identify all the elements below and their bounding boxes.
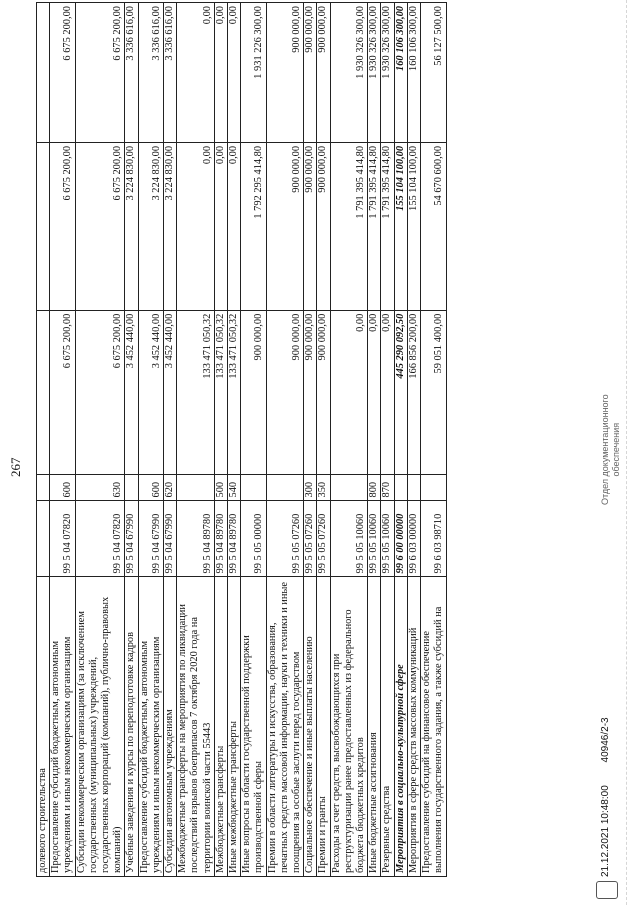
row-amount-1: 0,00 [381, 310, 394, 475]
table-row [368, 3, 381, 877]
row-amount-3 [37, 3, 50, 143]
row-amount-2: 0,00 [228, 142, 241, 310]
row-name: Субсидии автономным учреждениям [164, 577, 177, 877]
row-code: 99 5 05 07260 [266, 501, 304, 577]
row-vr: 600 [138, 475, 163, 501]
table-row [228, 3, 241, 877]
row-amount-3: 1 930 326 300,00 [368, 3, 381, 143]
row-amount-3: 0,00 [177, 3, 215, 143]
row-vr: 500 [214, 475, 227, 501]
row-code: 99 5 05 10060 [330, 501, 368, 577]
row-amount-3: 900 000,00 [304, 3, 317, 143]
row-code: 99 5 04 07820 [50, 501, 75, 577]
row-amount-2: 1 791 395 414,80 [330, 142, 368, 310]
row-amount-1: 133 471 050,32 [177, 310, 215, 475]
row-name: Мероприятия в социально-культурной сфере [394, 577, 407, 877]
row-name: Расходы за счет средств, высвобождающихся при реструктуризации ранее предоставленных из федерального бюджета бюджетных кредитов [330, 577, 368, 877]
row-code: 99 5 04 89780 [214, 501, 227, 577]
row-name: Мероприятия в сфере средств массовых коммуникаций [407, 577, 420, 877]
emblem-icon [596, 881, 618, 899]
row-amount-2: 3 224 830,00 [138, 142, 163, 310]
row-amount-3: 0,00 [214, 3, 227, 143]
row-name: долевого строительства [37, 577, 50, 877]
footer [600, 697, 611, 877]
row-amount-3: 160 106 300,00 [407, 3, 420, 143]
row-vr: 600 [50, 475, 75, 501]
page-number: 267 [8, 457, 23, 477]
row-vr: 630 [75, 475, 125, 501]
row-code: 99 5 05 00000 [241, 501, 266, 577]
row-amount-2: 1 792 295 414,80 [241, 142, 266, 310]
row-amount-2: 0,00 [214, 142, 227, 310]
row-name: Премии в области литературы и искусства, образования, печатных средств массовой информации, науки и техники и иные поощрения за особые заслуги перед государством [266, 577, 304, 877]
row-vr [37, 475, 50, 501]
stamp-line-2: обеспечения [611, 422, 621, 477]
scan-edge [626, 0, 637, 905]
row-code: 99 6 00 00000 [394, 501, 407, 577]
row-name: Субсидии некоммерческим организациям (за исключением государственных (муниципальных) учреждений, государственных корпораций (компаний), публично-правовых компаний) [75, 577, 125, 877]
row-amount-3: 6 675 200,00 [75, 3, 125, 143]
row-amount-2: 900 000,00 [317, 142, 330, 310]
row-code: 99 5 04 67990 [164, 501, 177, 577]
row-amount-3: 900 000,00 [266, 3, 304, 143]
row-amount-3: 1 930 326 300,00 [330, 3, 368, 143]
row-code: 99 5 05 10060 [368, 501, 381, 577]
row-amount-1: 445 290 092,50 [394, 310, 407, 475]
row-name: Социальное обеспечение и иные выплаты населению [304, 577, 317, 877]
row-name: Межбюджетные трансферты [214, 577, 227, 877]
row-name: Предоставление субсидий бюджетным, автономным учреждениям и иным некоммерческим организациям [138, 577, 163, 877]
table-row [164, 3, 177, 877]
row-amount-2: 1 791 395 414,80 [381, 142, 394, 310]
row-amount-1: 3 452 440,00 [138, 310, 163, 475]
row-vr [266, 475, 304, 501]
row-name: Резервные средства [381, 577, 394, 877]
row-amount-1: 59 051 400,00 [421, 310, 446, 475]
row-amount-3: 1 930 326 300,00 [381, 3, 394, 143]
row-code: 99 6 03 98710 [421, 501, 446, 577]
table-row [177, 3, 215, 877]
row-amount-2: 155 104 100,00 [394, 142, 407, 310]
row-amount-2: 54 670 600,00 [421, 142, 446, 310]
row-amount-1: 900 000,00 [304, 310, 317, 475]
row-code: 99 5 05 10060 [381, 501, 394, 577]
row-amount-2: 0,00 [177, 142, 215, 310]
row-code: 99 5 04 67990 [125, 501, 138, 577]
row-code: 99 5 04 89780 [177, 501, 215, 577]
row-vr: 350 [317, 475, 330, 501]
table-row [75, 3, 125, 877]
table-row [330, 3, 368, 877]
row-code: 99 6 03 00000 [407, 501, 420, 577]
budget-table [36, 2, 447, 877]
row-amount-2: 3 224 830,00 [164, 142, 177, 310]
footer-datetime: 21.12.2021 10:48:00 [600, 785, 611, 877]
row-amount-1: 3 452 440,00 [164, 310, 177, 475]
row-amount-1: 0,00 [368, 310, 381, 475]
row-vr: 870 [381, 475, 394, 501]
row-amount-2: 900 000,00 [266, 142, 304, 310]
row-code: 99 5 04 67990 [138, 501, 163, 577]
row-name: Предоставление субсидий бюджетным, автономным учреждениям и иным некоммерческим организациям [50, 577, 75, 877]
table-row [304, 3, 317, 877]
stamp-line-1: Отдел документационного [600, 394, 610, 505]
table-row [381, 3, 394, 877]
row-amount-2 [37, 142, 50, 310]
row-vr [330, 475, 368, 501]
row-code [37, 501, 50, 577]
table-row [138, 3, 163, 877]
footer-doc-number: 40946/2-3 [600, 717, 611, 763]
row-vr [407, 475, 420, 501]
row-amount-1 [37, 310, 50, 475]
row-amount-1: 6 675 200,00 [50, 310, 75, 475]
row-amount-3: 1 931 226 300,00 [241, 3, 266, 143]
row-amount-1: 3 452 440,00 [125, 310, 138, 475]
row-name: Межбюджетные трансферты на мероприятия по ликвидации последствий взрывов боеприпасов 7 октября 2020 года на территории воинской части 55443 [177, 577, 215, 877]
row-amount-3: 6 675 200,00 [50, 3, 75, 143]
row-code: 99 5 05 07260 [304, 501, 317, 577]
department-stamp [600, 394, 622, 505]
row-name: Премии и гранты [317, 577, 330, 877]
row-amount-3: 3 336 616,00 [164, 3, 177, 143]
table-row [37, 3, 50, 877]
row-amount-1: 133 471 050,32 [214, 310, 227, 475]
table-row [317, 3, 330, 877]
table-row [241, 3, 266, 877]
row-vr: 540 [228, 475, 241, 501]
row-vr [394, 475, 407, 501]
row-amount-1: 133 471 050,32 [228, 310, 241, 475]
row-amount-1: 166 856 200,00 [407, 310, 420, 475]
row-amount-3: 56 127 500,00 [421, 3, 446, 143]
row-amount-3: 3 336 616,00 [125, 3, 138, 143]
table-row [125, 3, 138, 877]
row-vr [241, 475, 266, 501]
row-vr [125, 475, 138, 501]
row-name: Иные вопросы в области государственной поддержки производственной сферы [241, 577, 266, 877]
table-row [394, 3, 407, 877]
row-vr: 300 [304, 475, 317, 501]
table-row [421, 3, 446, 877]
table-row [266, 3, 304, 877]
row-amount-1: 900 000,00 [266, 310, 304, 475]
row-code: 99 5 04 89780 [228, 501, 241, 577]
row-amount-3: 3 336 616,00 [138, 3, 163, 143]
row-amount-3: 900 000,00 [317, 3, 330, 143]
row-amount-2: 1 791 395 414,80 [368, 142, 381, 310]
row-amount-1: 6 675 200,00 [75, 310, 125, 475]
row-amount-2: 900 000,00 [304, 142, 317, 310]
table-row [214, 3, 227, 877]
row-name: Иные бюджетные ассигнования [368, 577, 381, 877]
row-vr: 620 [164, 475, 177, 501]
row-name: Учебные заведения и курсы по переподготовке кадров [125, 577, 138, 877]
row-vr: 800 [368, 475, 381, 501]
row-amount-2: 155 104 100,00 [407, 142, 420, 310]
row-amount-3: 160 106 300,00 [394, 3, 407, 143]
row-amount-1: 900 000,00 [241, 310, 266, 475]
row-code: 99 5 05 07260 [317, 501, 330, 577]
row-vr [421, 475, 446, 501]
row-name: Предоставление субсидий на финансовое обеспечение выполнения государственного задания, а также субсидий на [421, 577, 446, 877]
row-vr [177, 475, 215, 501]
row-amount-1: 900 000,00 [317, 310, 330, 475]
row-amount-1: 0,00 [330, 310, 368, 475]
row-amount-2: 6 675 200,00 [75, 142, 125, 310]
row-amount-2: 3 224 830,00 [125, 142, 138, 310]
row-amount-2: 6 675 200,00 [50, 142, 75, 310]
table-row [50, 3, 75, 877]
table-row [407, 3, 420, 877]
row-amount-3: 0,00 [228, 3, 241, 143]
row-code: 99 5 04 07820 [75, 501, 125, 577]
row-name: Иные межбюджетные трансферты [228, 577, 241, 877]
